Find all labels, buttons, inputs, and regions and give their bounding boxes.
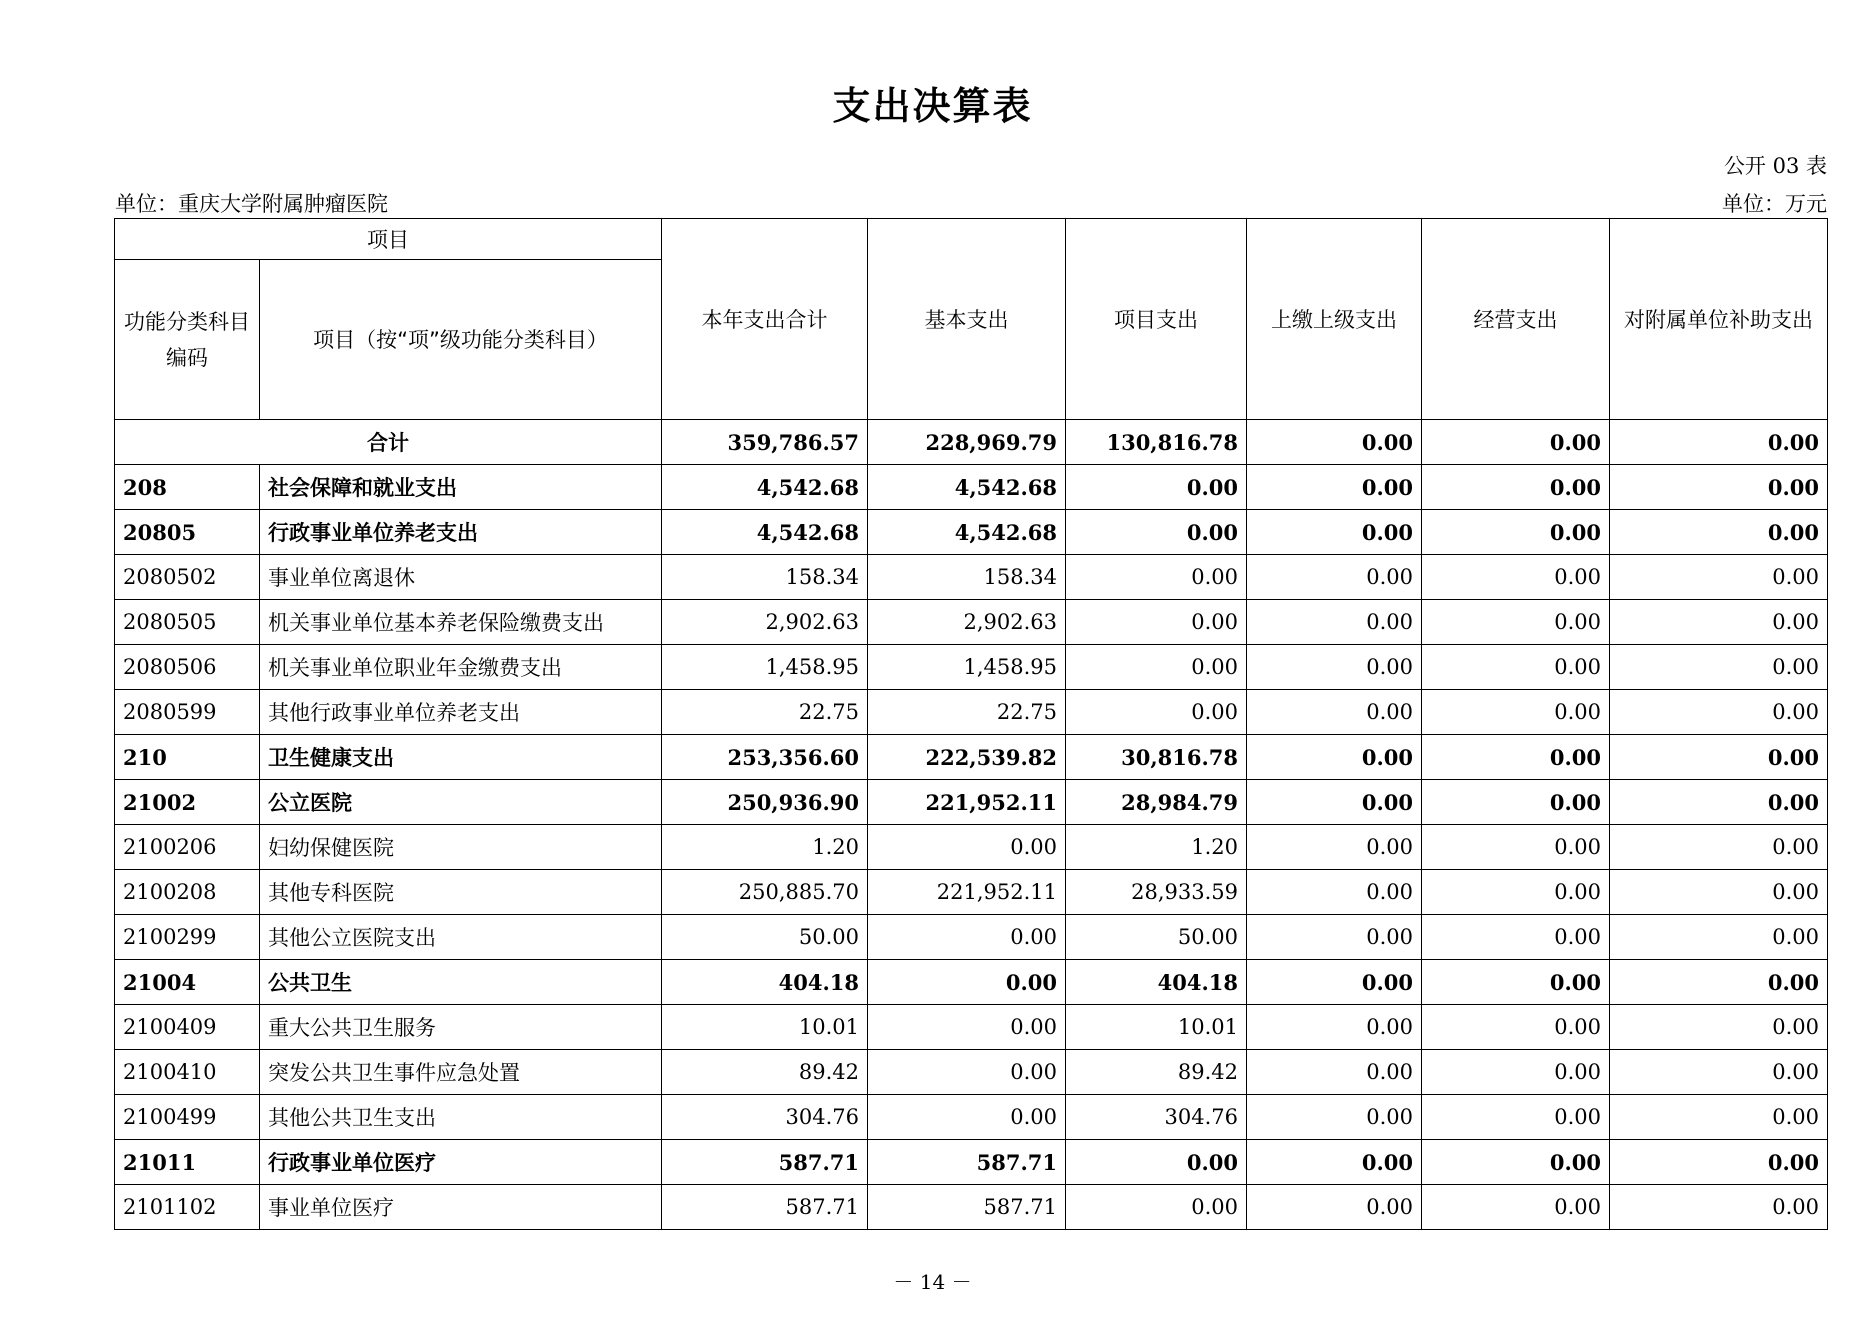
table-row [115,825,1828,870]
header-subsidy: 对附属单位补助支出 [1610,219,1828,420]
cell-upper: 0.00 [1247,735,1422,780]
form-number: 公开 03 表 [1723,154,1827,178]
cell-business: 0.00 [1422,465,1610,510]
header-code-line2: 编码 [166,345,208,370]
cell-subsidy: 0.00 [1610,1140,1828,1185]
cell-total: 253,356.60 [662,735,868,780]
cell-project: 1.20 [1066,825,1247,870]
total-project-cell: 130,816.78 [1066,420,1247,465]
cell-project: 30,816.78 [1066,735,1247,780]
cell-subsidy: 0.00 [1610,735,1828,780]
cell-project: 304.76 [1066,1095,1247,1140]
cell-total: 4,542.68 [662,465,868,510]
cell-business: 0.00 [1422,555,1610,600]
cell-total: 89.42 [662,1050,868,1095]
cell-name: 社会保障和就业支出 [260,465,662,510]
total-cell: 359,786.57 [662,420,868,465]
cell-code: 2101102 [115,1185,260,1230]
cell-basic: 221,952.11 [868,780,1066,825]
cell-code: 2080502 [115,555,260,600]
cell-upper: 0.00 [1247,1140,1422,1185]
cell-basic: 221,952.11 [868,870,1066,915]
table-row [115,1005,1828,1050]
table-row [115,915,1828,960]
cell-subsidy: 0.00 [1610,915,1828,960]
cell-upper: 0.00 [1247,555,1422,600]
table-row [115,690,1828,735]
cell-name: 机关事业单位基本养老保险缴费支出 [260,600,662,645]
header-code [115,260,260,420]
cell-basic: 587.71 [868,1140,1066,1185]
cell-code: 2100206 [115,825,260,870]
header-project-expenditure: 项目支出 [1066,219,1247,420]
cell-total: 158.34 [662,555,868,600]
cell-business: 0.00 [1422,780,1610,825]
header-upper-payment: 上缴上级支出 [1247,219,1422,420]
cell-upper: 0.00 [1247,690,1422,735]
cell-total: 10.01 [662,1005,868,1050]
cell-subsidy: 0.00 [1610,645,1828,690]
cell-business: 0.00 [1422,735,1610,780]
cell-basic: 0.00 [868,825,1066,870]
total-business-cell: 0.00 [1422,420,1610,465]
table-row [115,780,1828,825]
cell-project: 0.00 [1066,690,1247,735]
cell-code: 21004 [115,960,260,1005]
cell-upper: 0.00 [1247,600,1422,645]
cell-total: 2,902.63 [662,600,868,645]
cell-basic: 0.00 [868,1005,1066,1050]
cell-name: 公立医院 [260,780,662,825]
cell-code: 2100410 [115,1050,260,1095]
unit-organization: 单位：重庆大学附属肿瘤医院 [115,192,388,216]
cell-name: 其他公共卫生支出 [260,1095,662,1140]
cell-business: 0.00 [1422,1140,1610,1185]
cell-upper: 0.00 [1247,915,1422,960]
table-row [115,510,1828,555]
cell-name: 重大公共卫生服务 [260,1005,662,1050]
cell-total: 4,542.68 [662,510,868,555]
cell-business: 0.00 [1422,1095,1610,1140]
header-total: 本年支出合计 [662,219,868,420]
cell-basic: 4,542.68 [868,510,1066,555]
cell-code: 2080505 [115,600,260,645]
cell-upper: 0.00 [1247,1185,1422,1230]
cell-total: 404.18 [662,960,868,1005]
cell-upper: 0.00 [1247,465,1422,510]
cell-code: 2100409 [115,1005,260,1050]
cell-upper: 0.00 [1247,1095,1422,1140]
header-project: 项目 [115,219,662,260]
cell-name: 公共卫生 [260,960,662,1005]
cell-subsidy: 0.00 [1610,600,1828,645]
cell-business: 0.00 [1422,510,1610,555]
expenditure-table [114,218,1828,1230]
cell-basic: 0.00 [868,1095,1066,1140]
cell-total: 250,885.70 [662,870,868,915]
cell-total: 304.76 [662,1095,868,1140]
cell-subsidy: 0.00 [1610,510,1828,555]
cell-business: 0.00 [1422,915,1610,960]
cell-total: 250,936.90 [662,780,868,825]
cell-project: 28,933.59 [1066,870,1247,915]
cell-basic: 2,902.63 [868,600,1066,645]
cell-business: 0.00 [1422,600,1610,645]
table-row [115,735,1828,780]
cell-subsidy: 0.00 [1610,690,1828,735]
cell-upper: 0.00 [1247,825,1422,870]
total-row [115,420,1828,465]
cell-name: 其他行政事业单位养老支出 [260,690,662,735]
cell-code: 2080506 [115,645,260,690]
cell-code: 210 [115,735,260,780]
header-code-line1: 功能分类科目 [124,309,250,334]
cell-business: 0.00 [1422,960,1610,1005]
cell-project: 28,984.79 [1066,780,1247,825]
cell-code: 2100208 [115,870,260,915]
cell-project: 0.00 [1066,510,1247,555]
cell-total: 50.00 [662,915,868,960]
header-basic: 基本支出 [868,219,1066,420]
cell-project: 0.00 [1066,1185,1247,1230]
cell-project: 404.18 [1066,960,1247,1005]
cell-project: 0.00 [1066,465,1247,510]
cell-name: 事业单位离退休 [260,555,662,600]
table-row [115,960,1828,1005]
header-name: 项目（按“项”级功能分类科目） [260,260,662,420]
cell-subsidy: 0.00 [1610,1185,1828,1230]
cell-total: 1,458.95 [662,645,868,690]
cell-name: 行政事业单位养老支出 [260,510,662,555]
table-row [115,465,1828,510]
cell-basic: 222,539.82 [868,735,1066,780]
table-row [115,645,1828,690]
cell-subsidy: 0.00 [1610,555,1828,600]
cell-code: 2100499 [115,1095,260,1140]
cell-basic: 1,458.95 [868,645,1066,690]
cell-upper: 0.00 [1247,510,1422,555]
cell-subsidy: 0.00 [1610,870,1828,915]
cell-subsidy: 0.00 [1610,465,1828,510]
cell-name: 妇幼保健医院 [260,825,662,870]
total-subsidy-cell: 0.00 [1610,420,1828,465]
table-row [115,1095,1828,1140]
cell-name: 行政事业单位医疗 [260,1140,662,1185]
cell-basic: 587.71 [868,1185,1066,1230]
cell-business: 0.00 [1422,825,1610,870]
cell-basic: 0.00 [868,915,1066,960]
cell-project: 0.00 [1066,1140,1247,1185]
cell-basic: 0.00 [868,1050,1066,1095]
cell-basic: 0.00 [868,960,1066,1005]
cell-code: 208 [115,465,260,510]
page-title: 支出决算表 [832,84,1033,128]
cell-subsidy: 0.00 [1610,960,1828,1005]
cell-total: 22.75 [662,690,868,735]
page-number: － 14 － [893,1270,972,1294]
cell-project: 10.01 [1066,1005,1247,1050]
cell-subsidy: 0.00 [1610,1095,1828,1140]
cell-project: 0.00 [1066,645,1247,690]
total-label: 合计 [115,420,662,465]
table-row [115,600,1828,645]
cell-code: 20805 [115,510,260,555]
total-upper-cell: 0.00 [1247,420,1422,465]
cell-name: 突发公共卫生事件应急处置 [260,1050,662,1095]
cell-project: 50.00 [1066,915,1247,960]
cell-business: 0.00 [1422,690,1610,735]
cell-subsidy: 0.00 [1610,825,1828,870]
cell-name: 机关事业单位职业年金缴费支出 [260,645,662,690]
cell-subsidy: 0.00 [1610,1005,1828,1050]
table-row [115,1050,1828,1095]
cell-total: 1.20 [662,825,868,870]
cell-code: 21011 [115,1140,260,1185]
cell-basic: 4,542.68 [868,465,1066,510]
cell-upper: 0.00 [1247,645,1422,690]
cell-subsidy: 0.00 [1610,1050,1828,1095]
cell-upper: 0.00 [1247,1050,1422,1095]
cell-project: 0.00 [1066,555,1247,600]
cell-business: 0.00 [1422,1005,1610,1050]
cell-business: 0.00 [1422,870,1610,915]
cell-total: 587.71 [662,1140,868,1185]
cell-total: 587.71 [662,1185,868,1230]
cell-upper: 0.00 [1247,780,1422,825]
cell-name: 其他专科医院 [260,870,662,915]
cell-project: 89.42 [1066,1050,1247,1095]
cell-name: 其他公立医院支出 [260,915,662,960]
cell-name: 卫生健康支出 [260,735,662,780]
cell-project: 0.00 [1066,600,1247,645]
cell-subsidy: 0.00 [1610,780,1828,825]
cell-code: 2080599 [115,690,260,735]
cell-basic: 22.75 [868,690,1066,735]
cell-code: 21002 [115,780,260,825]
cell-business: 0.00 [1422,1185,1610,1230]
cell-code: 2100299 [115,915,260,960]
cell-basic: 158.34 [868,555,1066,600]
total-basic-cell: 228,969.79 [868,420,1066,465]
unit-currency: 单位：万元 [1722,192,1827,216]
table-row [115,555,1828,600]
cell-business: 0.00 [1422,645,1610,690]
cell-business: 0.00 [1422,1050,1610,1095]
table-row [115,1140,1828,1185]
cell-upper: 0.00 [1247,870,1422,915]
cell-upper: 0.00 [1247,1005,1422,1050]
header-business: 经营支出 [1422,219,1610,420]
cell-name: 事业单位医疗 [260,1185,662,1230]
table-row [115,1185,1828,1230]
cell-upper: 0.00 [1247,960,1422,1005]
table-row [115,870,1828,915]
